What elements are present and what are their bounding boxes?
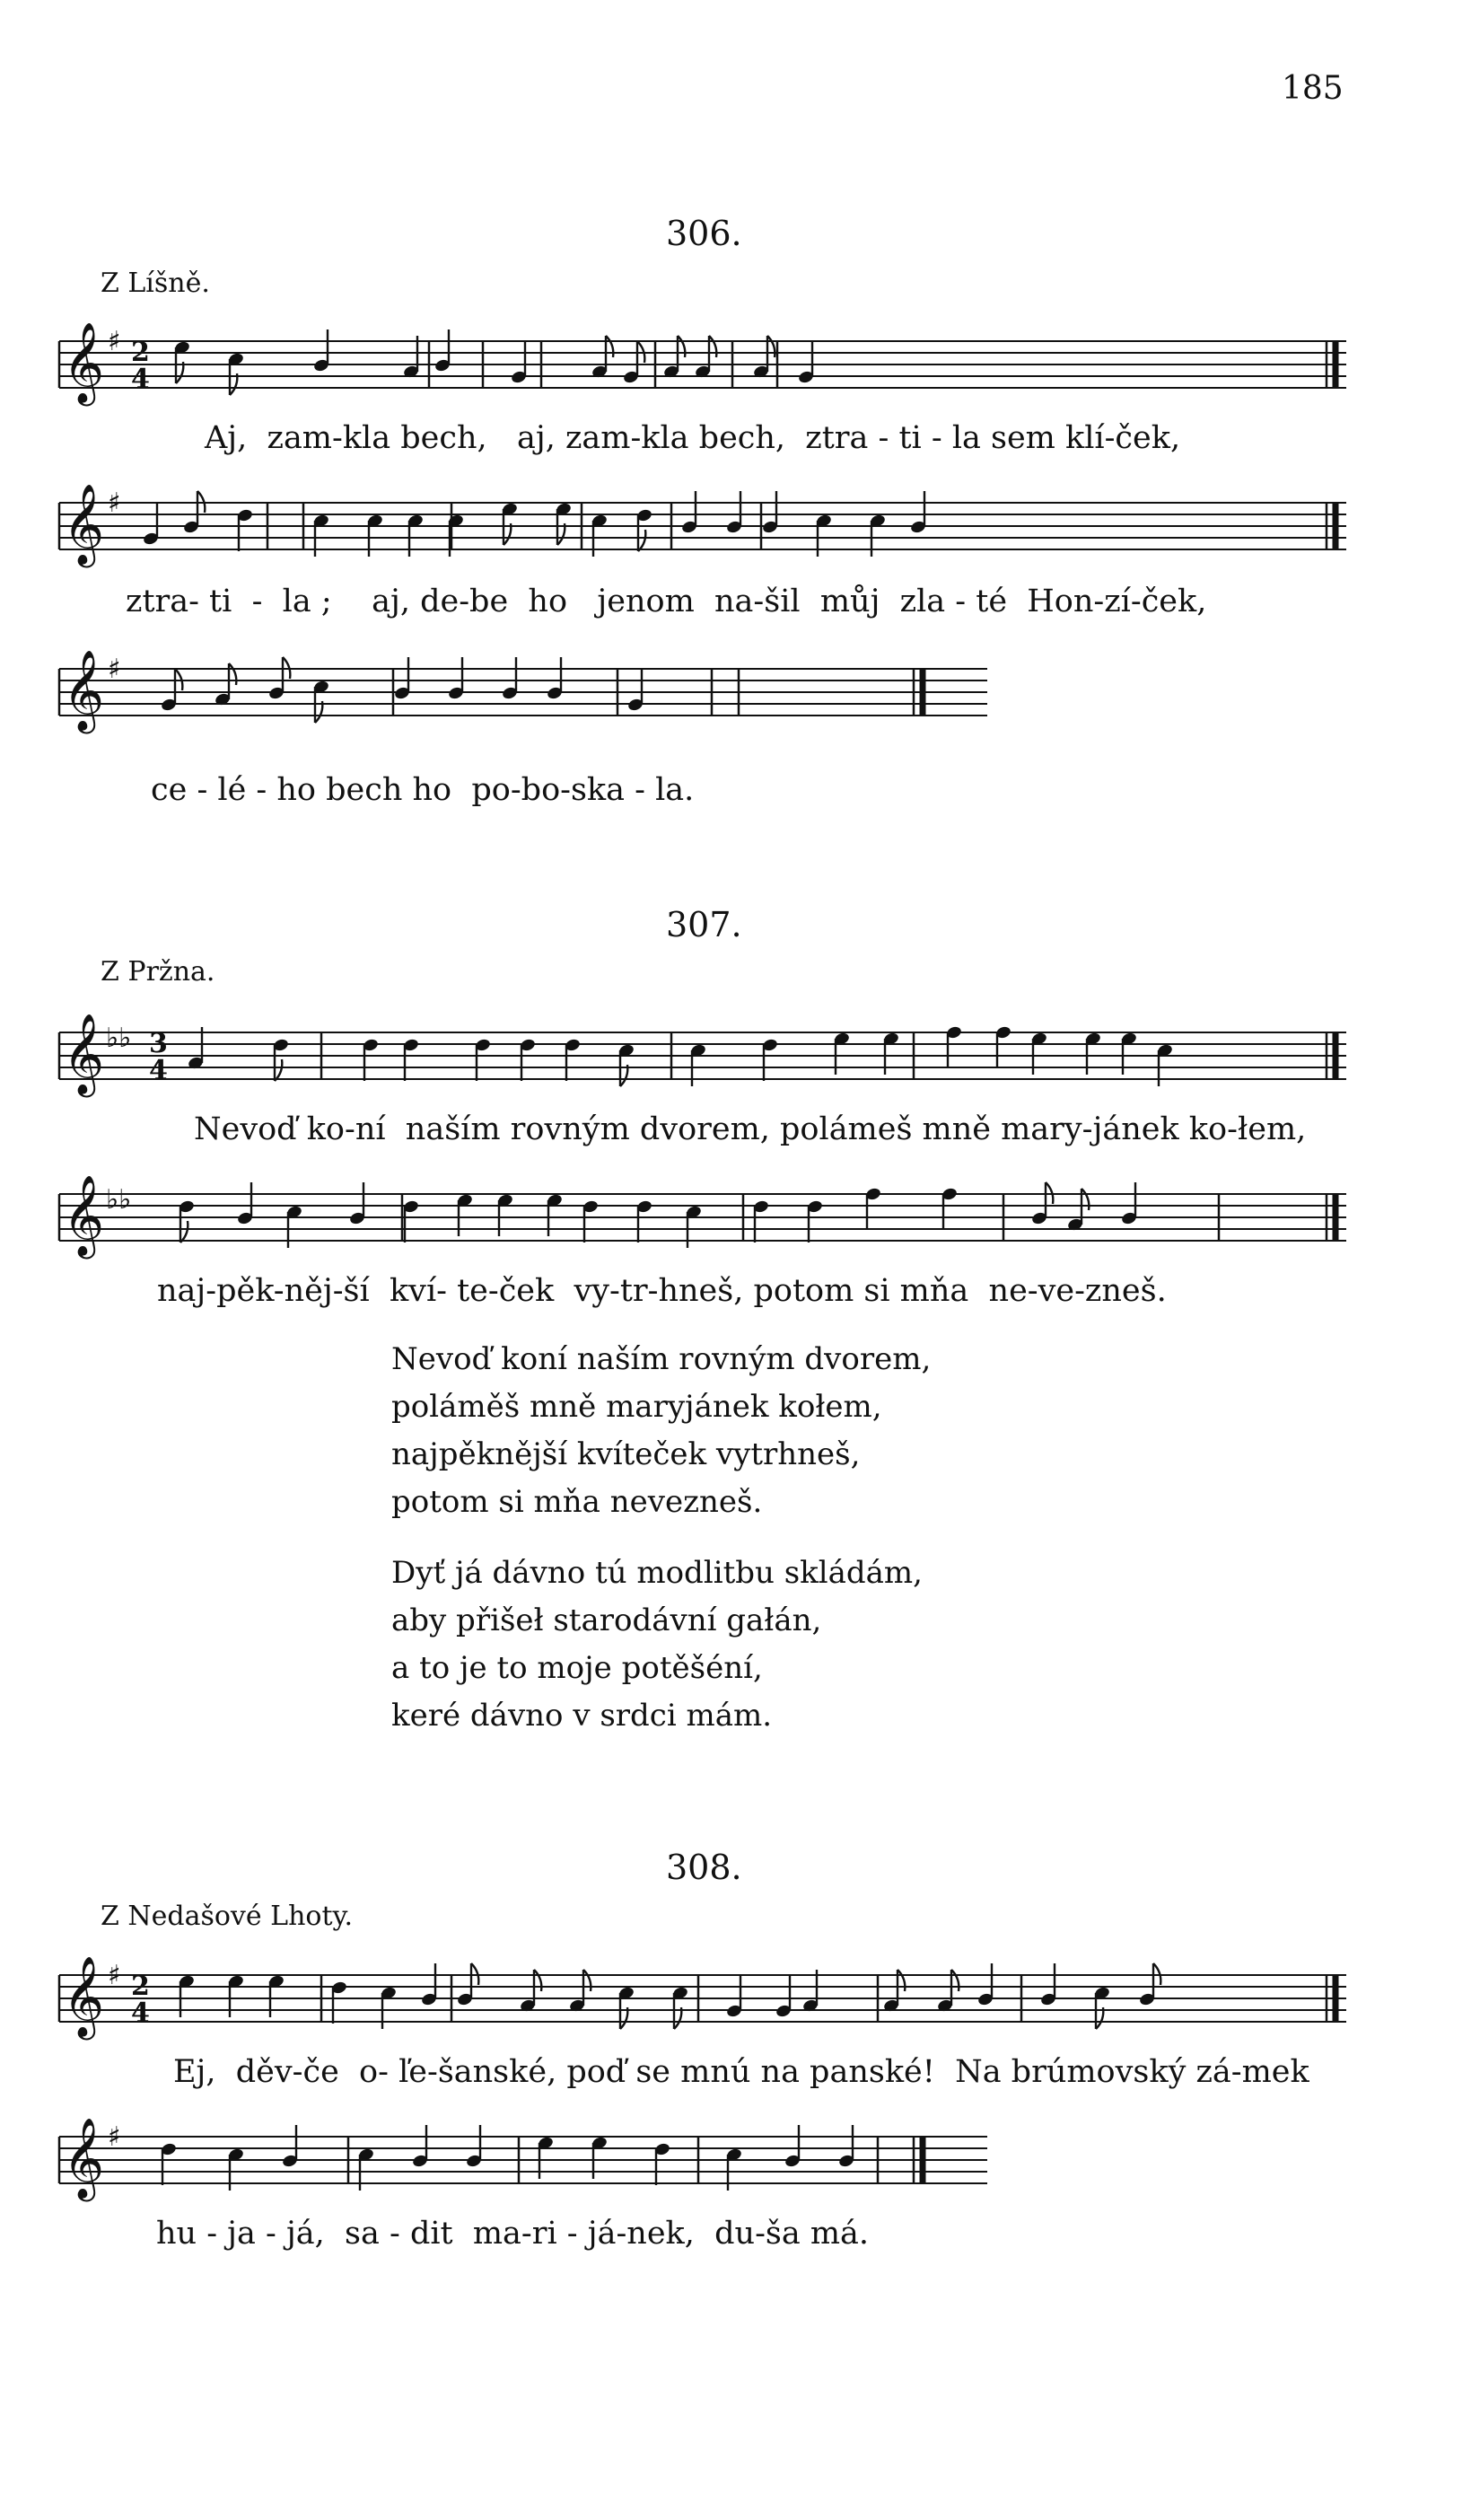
verse-line: poláměš mně maryjánek kołem,	[391, 1389, 882, 1425]
song-number-307: 307.	[666, 905, 742, 944]
lyrics-line: ztra- ti - la ; aj, de-be ho jenom na-šil můj zla - té Hon-zí-ček,	[126, 584, 1207, 619]
note	[1066, 1189, 1089, 1232]
note	[761, 1038, 778, 1081]
note	[236, 508, 253, 551]
note-flag	[709, 336, 716, 357]
note	[976, 1963, 994, 2006]
note	[936, 1970, 959, 2013]
note-flag	[951, 1970, 959, 1991]
lyrics-line: ce - lé - ho bech ho po-bo-ska - la.	[151, 772, 695, 808]
verse-stanza	[391, 1555, 923, 1748]
treble-clef-icon: 𝄞	[63, 484, 105, 565]
verse-line: keré dávno v srdci mám.	[391, 1698, 773, 1734]
note	[312, 329, 329, 373]
note-flag	[767, 336, 775, 357]
note	[784, 2125, 801, 2168]
note	[837, 2125, 854, 2168]
time-signature-bottom: 4	[149, 1055, 168, 1086]
note	[635, 1199, 652, 1242]
lyrics-line: Aj, zam-kla bech, aj, zam-kla bech, ztra - ti - la sem klí-ček,	[205, 420, 1181, 456]
key-flat-icon: ♭♭	[106, 1184, 132, 1216]
note	[994, 1025, 1011, 1068]
treble-clef-icon: 𝄞	[63, 2118, 105, 2199]
note	[160, 2142, 177, 2185]
note	[752, 1199, 769, 1242]
note	[393, 657, 410, 700]
verse-line: a to je to moje potěšéní,	[391, 1650, 763, 1686]
music-staff	[52, 1014, 1353, 1104]
lyrics-line: Ej, děv-če o- ľe-šanské, poď se mnú na panské! Na brúmovský zá-mek	[173, 2054, 1309, 2090]
note	[465, 2125, 482, 2168]
note	[653, 2142, 670, 2185]
time-signature-top: 2	[131, 1971, 150, 2002]
lyrics-line: Nevoď ko-ní naším rovným dvorem, polámeš mně mary-jánek ko-łem,	[194, 1111, 1307, 1147]
time-signature-bottom: 4	[131, 364, 150, 395]
note	[272, 1038, 289, 1081]
note	[281, 2125, 298, 2168]
note	[801, 1970, 819, 2013]
song-origin-306: Z Líšně.	[101, 268, 210, 299]
verse-line: potom si mňa nevezneš.	[391, 1484, 763, 1520]
note-flag	[534, 1970, 541, 1991]
note	[1030, 1182, 1053, 1225]
note	[433, 329, 451, 373]
note	[178, 1199, 195, 1242]
note	[582, 1199, 599, 1242]
note	[591, 336, 613, 379]
note	[775, 1975, 792, 2018]
note	[142, 503, 159, 546]
treble-clef-icon: 𝄞	[63, 322, 105, 403]
key-sharp-icon: ♯	[108, 326, 121, 357]
note	[519, 1970, 541, 2013]
note	[474, 1038, 491, 1081]
note	[662, 336, 685, 379]
time-signature-bottom: 4	[131, 1998, 150, 2029]
key-sharp-icon: ♯	[108, 654, 121, 685]
note	[797, 341, 814, 384]
note	[564, 1038, 581, 1081]
note	[546, 657, 563, 700]
note	[626, 669, 644, 712]
note	[568, 1970, 591, 2013]
note	[411, 2125, 428, 2168]
song-origin-308: Z Nedašové Lhoty.	[101, 1901, 354, 1932]
music-staff	[52, 1957, 1353, 2047]
music-staff	[52, 1176, 1353, 1266]
music-staff	[52, 651, 994, 741]
note	[501, 657, 518, 700]
note	[456, 1963, 478, 2006]
note	[694, 336, 716, 379]
note	[420, 1963, 437, 2006]
note-flag	[229, 663, 236, 685]
time-signature-top: 3	[149, 1028, 168, 1059]
song-number-306: 306.	[666, 214, 742, 253]
key-sharp-icon: ♯	[108, 1960, 121, 1991]
note	[348, 1182, 365, 1225]
note	[752, 336, 775, 379]
note-flag	[1082, 1189, 1089, 1210]
note	[182, 491, 205, 534]
treble-clef-icon: 𝄞	[63, 1175, 105, 1256]
key-flat-icon: ♭♭	[106, 1023, 132, 1054]
note	[761, 491, 778, 534]
note-flag	[583, 1970, 591, 1991]
note	[725, 491, 742, 534]
note	[330, 1980, 347, 2024]
verse-line: najpěknější kvíteček vytrhneš,	[391, 1436, 861, 1472]
music-staff	[52, 2119, 994, 2208]
note	[267, 657, 290, 700]
key-sharp-icon: ♯	[108, 487, 121, 519]
note	[1120, 1182, 1137, 1225]
note	[160, 669, 182, 712]
song-number-308: 308.	[666, 1848, 742, 1887]
note-flag	[638, 530, 645, 551]
note-flag	[606, 336, 613, 357]
verse-line: Nevoď koní naším rovným dvorem,	[391, 1341, 932, 1377]
note-flag	[678, 336, 685, 357]
note	[725, 1975, 742, 2018]
note	[622, 341, 644, 384]
note	[402, 1038, 419, 1081]
note	[214, 663, 236, 707]
treble-clef-icon: 𝄞	[63, 1956, 105, 2037]
time-signature-top: 2	[131, 337, 150, 368]
treble-clef-icon: 𝄞	[63, 650, 105, 731]
note	[519, 1038, 536, 1081]
treble-clef-icon: 𝄞	[63, 1014, 105, 1094]
music-staff	[52, 485, 1353, 575]
note	[909, 491, 926, 534]
key-sharp-icon: ♯	[108, 2121, 121, 2153]
note	[236, 1182, 253, 1225]
note-flag	[898, 1970, 905, 1991]
note	[362, 1038, 379, 1081]
page-number: 185	[1282, 70, 1344, 107]
lyrics-line: hu - ja - já, sa - dit ma-ri - já-nek, du-ša má.	[156, 2216, 870, 2252]
note	[402, 1199, 419, 1242]
note	[510, 341, 527, 384]
note	[806, 1199, 823, 1242]
lyrics-line: naj-pěk-něj-ší kví- te-ček vy-tr-hneš, potom si mňa ne-ve-zneš.	[157, 1273, 1167, 1309]
note	[680, 491, 697, 534]
note	[941, 1187, 958, 1230]
note	[1138, 1963, 1160, 2006]
music-staff	[52, 323, 1353, 413]
verse-line: Dyť já dávno tú modlitbu skládám,	[391, 1555, 923, 1591]
note	[1039, 1963, 1056, 2006]
song-origin-307: Z Pržna.	[101, 956, 215, 988]
note-flag	[275, 1059, 282, 1081]
note	[945, 1025, 962, 1068]
note	[187, 1027, 204, 1070]
note-flag	[180, 1221, 188, 1242]
note	[402, 336, 419, 379]
note	[447, 657, 464, 700]
verse-line: aby přišeł starodávní gałán,	[391, 1602, 822, 1638]
verse-stanza	[391, 1341, 932, 1534]
note	[882, 1970, 905, 2013]
note	[864, 1187, 881, 1230]
note	[635, 508, 652, 551]
